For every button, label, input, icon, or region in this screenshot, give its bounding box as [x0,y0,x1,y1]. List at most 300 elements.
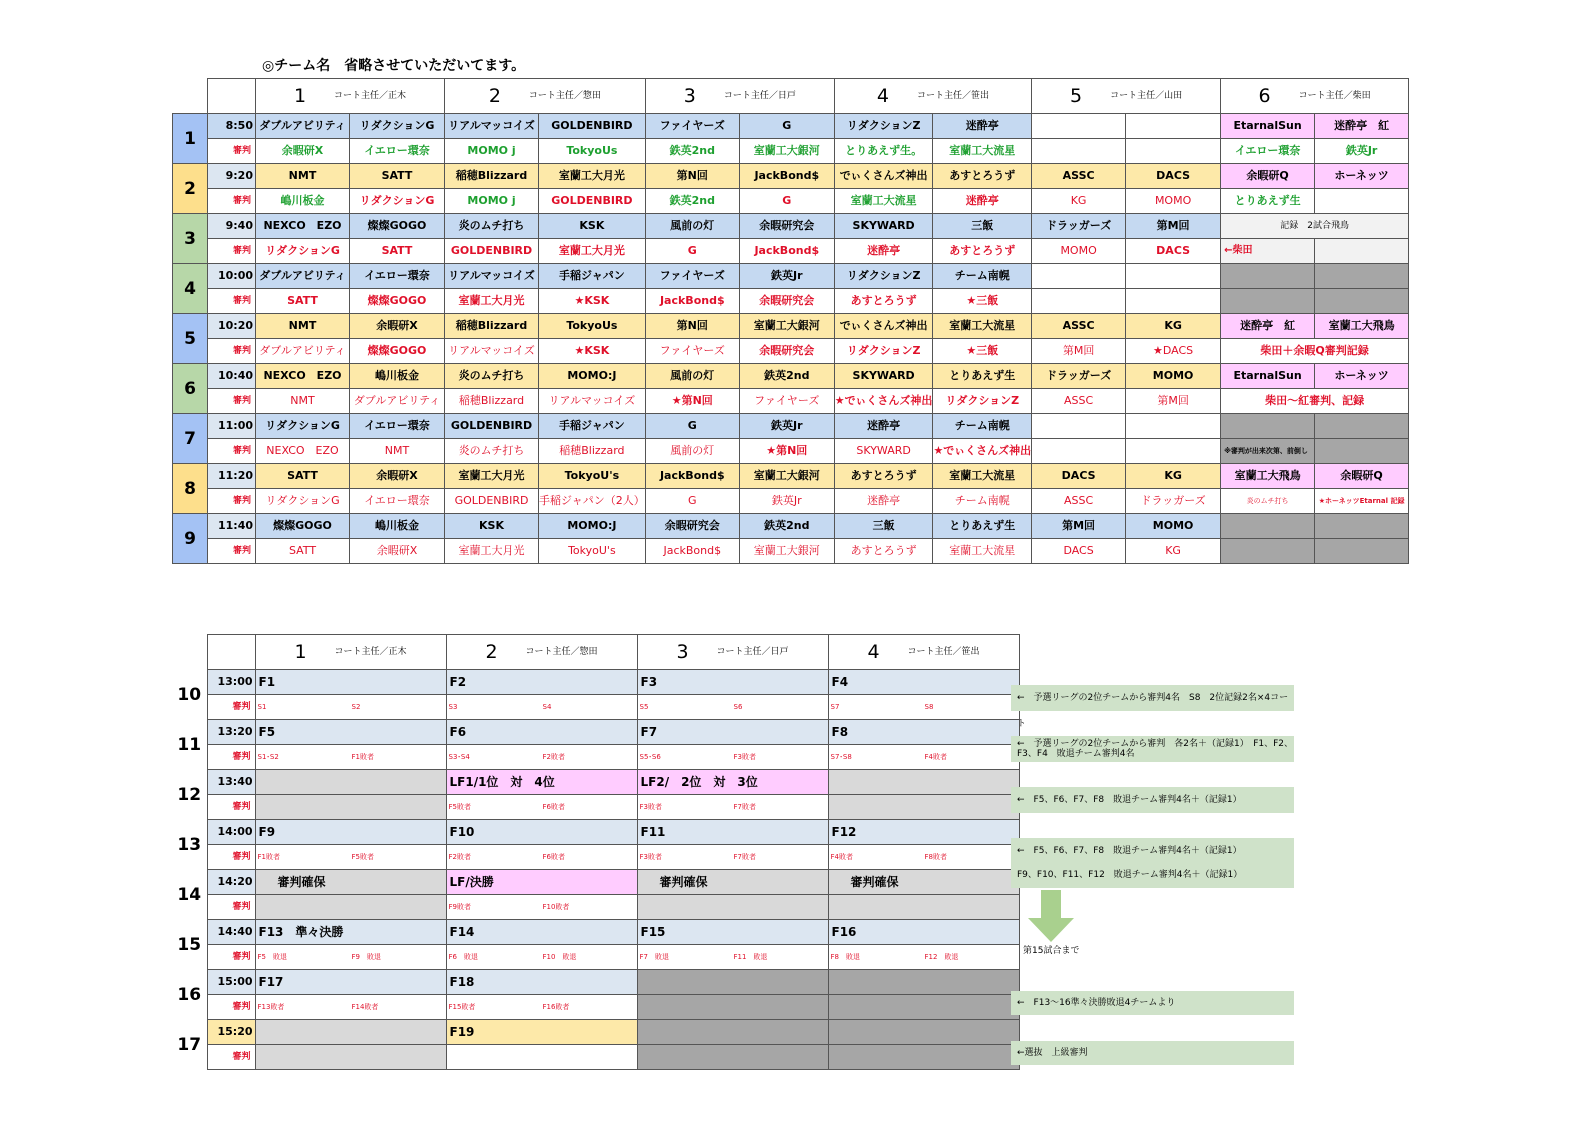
match-cell: F14 [446,920,637,945]
referee-b: F7敗者 [733,803,756,811]
match-cell: リダクションG [256,414,350,439]
referee-cell [828,945,1019,970]
match-cell: SATT [256,464,350,489]
referee-b: F2敗者 [542,753,565,761]
referee-cell: あすとろうず [834,289,933,314]
match-cell: F5 [255,720,446,745]
match-cell: F18 [446,970,637,995]
match-cell: MOMO [1126,514,1221,539]
referee-cell [255,1045,446,1070]
referee-b: F1敗者 [351,753,374,761]
referee-cell: DACS [1032,539,1126,564]
referee-cell [1315,189,1409,214]
referee-cell: JackBond$ [739,239,834,264]
referee-b: F10敗者 [542,903,570,911]
referee-cell: ★DACS [1126,339,1221,364]
match-cell: 燦燦GOGO [350,214,445,239]
match-cell: イエロー環奈 [350,264,445,289]
referee-a: S7･S8 [830,753,852,761]
match-cell [637,970,828,995]
referee-cell: あすとろうず [933,239,1032,264]
court-chief: コート主任／惣田 [525,647,598,657]
match-cell: SATT [350,164,445,189]
referee-cell [828,745,1019,770]
referee-cell: G [645,239,739,264]
match-cell: 室蘭工大流星 [933,464,1032,489]
match-cell: 余暇研究会 [645,514,739,539]
finals-schedule-table [172,634,1020,1070]
match-cell: SKYWARD [834,364,933,389]
referee-cell: 燦燦GOGO [350,289,445,314]
referee-cell: G [645,489,739,514]
referee-label: 審判 [208,339,256,364]
referee-cell [1315,289,1409,314]
match-cell: 記録 2試合飛鳥 [1221,214,1409,239]
referee-cell [1032,439,1126,464]
match-cell: ファイヤーズ [645,114,739,139]
round-number: 5 [173,314,208,364]
match-cell: EtarnalSun [1221,364,1315,389]
round-time: 15:20 [207,1020,255,1045]
referee-cell: ★でぃくさんズ神出 [834,389,933,414]
referee-cell: DACS [1126,239,1221,264]
referee-label: 審判 [207,945,255,970]
match-cell [255,770,446,795]
match-cell: リアルマッコイズ [445,264,539,289]
match-cell: NMT [256,164,350,189]
match-cell: ファイヤーズ [645,264,739,289]
referee-b: S4 [542,703,552,711]
referee-cell: ★三飯 [933,289,1032,314]
referee-cell: イエロー環奈 [350,139,445,164]
referee-cell [255,695,446,720]
note-14: F9、F10、F11、F12 敗退チーム審判4名＋（記録1） [1011,862,1294,888]
match-cell: 第N回 [645,314,739,339]
match-cell: 余暇研X [350,464,445,489]
referee-cell: リダクションZ [834,339,933,364]
referee-a: S5 [639,703,649,711]
referee-cell: ダブルアビリティ [256,339,350,364]
round-number: 2 [173,164,208,214]
referee-b: F4敗者 [924,753,947,761]
match-cell: リダクションZ [834,114,933,139]
match-cell: KG [1126,314,1221,339]
court-chief: コート主任／正木 [334,647,407,657]
referee-cell: MOMO j [445,139,539,164]
match-cell: 鉄英Jr [739,264,834,289]
time-header [207,635,255,670]
match-cell: チーム南幌 [933,414,1032,439]
round-time: 15:00 [207,970,255,995]
referee-cell: 室蘭工大月光 [445,539,539,564]
round-time: 8:50 [208,114,256,139]
referee-cell: TokyoUs [539,139,646,164]
referee-cell: とりあえず生。 [834,139,933,164]
round-number: 12 [177,784,202,805]
match-cell: TokyoUs [539,314,646,339]
referee-cell: 室蘭工大流星 [933,139,1032,164]
round-time: 13:40 [207,770,255,795]
match-cell: F3 [637,670,828,695]
referee-cell [828,895,1019,920]
referee-cell: NEXCO EZO [256,439,350,464]
referee-cell: とりあえず生 [1221,189,1315,214]
referee-cell: 迷酔亭 [933,189,1032,214]
round-time: 9:40 [208,214,256,239]
referee-cell: イエロー環奈 [350,489,445,514]
referee-cell: ★ホーネッツEtarnal 記録 [1315,489,1409,514]
match-cell: LF2/ 2位 対 3位 [637,770,828,795]
match-cell: 審判確保 [637,870,828,895]
referee-cell [1315,539,1409,564]
round-number: 1 [173,114,208,164]
referee-b: F3敗者 [733,753,756,761]
arrow-down-icon [1028,890,1074,942]
court-chief: コート主任／正木 [334,91,407,101]
match-cell: 迷酔亭 紅 [1315,114,1409,139]
referee-cell: NMT [350,439,445,464]
match-cell: F10 [446,820,637,845]
match-cell [1126,264,1221,289]
referee-label: 審判 [207,695,255,720]
match-cell: 第N回 [645,164,739,189]
referee-cell: 第M回 [1032,339,1126,364]
referee-a: S7 [830,703,840,711]
match-cell: MOMO [1126,364,1221,389]
referee-b: F12 敗退 [924,953,959,961]
referee-cell: 柴田～紅審判、記録 [1221,389,1409,414]
match-cell: F9 [255,820,446,845]
court-header-5 [1032,79,1221,114]
referee-cell: ★でぃくさんズ神出 [933,439,1032,464]
match-cell: G [739,114,834,139]
referee-b: F14敗者 [351,1003,379,1011]
match-cell: MOMO:J [539,514,646,539]
referee-b: S8 [924,703,934,711]
referee-cell: 第M回 [1126,389,1221,414]
match-cell: チーム南幌 [933,264,1032,289]
court-chief: コート主任／柴田 [1298,91,1371,101]
match-cell: 稲穂Blizzard [445,314,539,339]
match-cell: LF1/1位 対 4位 [446,770,637,795]
match-cell: DACS [1126,164,1221,189]
court-number: 4 [876,85,889,107]
referee-cell: ファイヤーズ [645,339,739,364]
referee-cell: 風前の灯 [645,439,739,464]
referee-label: 審判 [208,139,256,164]
referee-a: S5･S6 [639,753,661,761]
match-cell: リダクションG [350,114,445,139]
referee-cell: ASSC [1032,389,1126,414]
referee-label: 審判 [208,489,256,514]
referee-cell: KG [1032,189,1126,214]
referee-cell [255,795,446,820]
referee-cell: ★KSK [539,289,646,314]
round-time: 14:00 [207,820,255,845]
referee-cell: リダクションG [256,489,350,514]
referee-cell [255,995,446,1020]
referee-cell: ドラッガーズ [1126,489,1221,514]
match-cell: NEXCO EZO [256,214,350,239]
match-cell [1126,414,1221,439]
referee-cell: 室蘭工大流星 [933,539,1032,564]
referee-cell: 室蘭工大月光 [539,239,646,264]
match-cell: 迷酔亭 紅 [1221,314,1315,339]
referee-cell: ★第N回 [645,389,739,414]
match-cell [1032,114,1126,139]
referee-cell: 鉄英Jr [739,489,834,514]
round-number: 4 [173,264,208,314]
note-15: 第15試合まで [1023,946,1080,956]
referee-cell [1126,439,1221,464]
match-cell: F16 [828,920,1019,945]
referee-label: 審判 [207,795,255,820]
referee-a: F15敗者 [448,1003,476,1011]
court-number: 1 [293,85,307,107]
match-cell [1315,514,1409,539]
referee-cell: 稲穂Blizzard [539,439,646,464]
round-number: 9 [173,514,208,564]
court-number: 3 [676,641,689,663]
referee-label: 審判 [208,439,256,464]
match-cell: 第M回 [1126,214,1221,239]
match-cell: 稲穂Blizzard [445,164,539,189]
referee-cell [1126,289,1221,314]
referee-cell: JackBond$ [645,539,739,564]
match-cell: 燦燦GOGO [256,514,350,539]
page-title: ◎チーム名 省略させていただいてます。 [262,58,526,74]
referee-cell: 余暇研究会 [739,339,834,364]
referee-label: 審判 [208,539,256,564]
referee-cell: ASSC [1032,489,1126,514]
referee-cell: 燦燦GOGO [350,339,445,364]
match-cell: KSK [445,514,539,539]
referee-label: 審判 [208,189,256,214]
referee-cell: TokyoU's [539,539,646,564]
referee-cell: SATT [256,289,350,314]
referee-cell: GOLDENBIRD [445,489,539,514]
referee-a: S3 [448,703,458,711]
referee-cell: 炎のムチ打ち [1221,489,1315,514]
round-time: 10:00 [208,264,256,289]
court-header-1 [255,635,446,670]
round-time: 9:20 [208,164,256,189]
match-cell: 室蘭工大飛鳥 [1315,314,1409,339]
referee-cell: 鉄英2nd [645,189,739,214]
referee-cell: ※審判が出来次第、前倒し [1221,439,1315,464]
match-cell [1221,414,1315,439]
referee-cell: ダブルアビリティ [350,389,445,414]
match-cell: F6 [446,720,637,745]
match-cell: F17 [255,970,446,995]
referee-cell: 室蘭工大月光 [445,289,539,314]
match-cell: 鉄英2nd [739,364,834,389]
round-time: 13:00 [207,670,255,695]
round-time: 10:20 [208,314,256,339]
referee-cell [1221,289,1315,314]
match-cell: でぃくさんズ神出 [834,164,933,189]
match-cell: LF/決勝 [446,870,637,895]
referee-cell [637,895,828,920]
referee-cell: ←柴田 [1221,239,1315,264]
match-cell: ホーネッツ [1315,164,1409,189]
match-cell: 室蘭工大月光 [445,464,539,489]
match-cell: 室蘭工大飛鳥 [1221,464,1315,489]
court-chief: コート主任／笹出 [916,91,989,101]
match-cell: F11 [637,820,828,845]
match-cell: 迷酔亭 [834,414,933,439]
referee-cell [637,695,828,720]
match-cell: F8 [828,720,1019,745]
note-12: ← F5、F6、F7、F8 敗退チーム審判4名＋（記録1） [1011,787,1294,813]
referee-cell: MOMO [1032,239,1126,264]
match-cell: 炎のムチ打ち [445,364,539,389]
referee-cell [1032,139,1126,164]
match-cell: SKYWARD [834,214,933,239]
match-cell: ASSC [1032,164,1126,189]
referee-label: 審判 [208,289,256,314]
referee-cell [828,1045,1019,1070]
note-10: ← 予選リーグの2位チームから審判4名 S8 2位記録2名×4コート [1011,685,1294,711]
match-cell: 室蘭工大流星 [933,314,1032,339]
referee-cell: 迷酔亭 [834,239,933,264]
referee-cell: 迷酔亭 [834,489,933,514]
referee-cell: MOMO j [445,189,539,214]
referee-cell [446,695,637,720]
referee-cell [1315,239,1409,264]
referee-cell: イエロー環奈 [1221,139,1315,164]
referee-b: F11 敗退 [733,953,768,961]
referee-label: 審判 [208,389,256,414]
referee-cell [1126,139,1221,164]
court-number: 6 [1258,85,1271,107]
match-cell: NEXCO EZO [256,364,350,389]
match-cell: ダブルアビリティ [256,114,350,139]
referee-cell: NMT [256,389,350,414]
referee-a: S1･S2 [257,753,279,761]
referee-label: 審判 [207,895,255,920]
referee-cell: SATT [256,539,350,564]
referee-cell: ★三飯 [933,339,1032,364]
referee-cell: JackBond$ [645,289,739,314]
match-cell: 審判確保 [255,870,446,895]
match-cell: F4 [828,670,1019,695]
time-header [208,79,256,114]
referee-b: F16敗者 [542,1003,570,1011]
round-number: 14 [177,884,202,905]
match-cell [1032,414,1126,439]
match-cell [1126,114,1221,139]
match-cell [1221,264,1315,289]
referee-cell [1315,439,1409,464]
match-cell [255,1020,446,1045]
round-number: 17 [177,1034,202,1055]
round-number: 15 [177,934,202,955]
match-cell: 審判確保 [828,870,1019,895]
referee-b: F5敗者 [351,853,374,861]
referee-cell [1221,539,1315,564]
corner-blank [173,79,208,114]
referee-cell: 室蘭工大流星 [834,189,933,214]
referee-label: 審判 [207,745,255,770]
referee-cell: 柴田＋余暇Q審判記録 [1221,339,1409,364]
match-cell: 第M回 [1032,514,1126,539]
match-cell: KG [1126,464,1221,489]
round-number: 7 [173,414,208,464]
referee-cell [637,945,828,970]
match-cell: でぃくさんズ神出 [834,314,933,339]
court-number: 2 [485,641,498,663]
court-header-1 [256,79,445,114]
referee-a: F6 敗退 [448,953,478,961]
match-cell: EtarnalSun [1221,114,1315,139]
match-cell: 嶋川板金 [350,514,445,539]
referee-cell: リダクションG [256,239,350,264]
referee-a: F1敗者 [257,853,280,861]
match-cell: あすとろうず [834,464,933,489]
referee-cell [637,995,828,1020]
referee-cell: GOLDENBIRD [539,189,646,214]
referee-cell [255,895,446,920]
referee-cell: 鉄英Jr [1315,139,1409,164]
referee-cell: リダクションG [350,189,445,214]
referee-cell: リダクションZ [933,389,1032,414]
referee-b: S2 [351,703,361,711]
round-time: 11:20 [208,464,256,489]
referee-b: F6敗者 [542,853,565,861]
court-header-2 [445,79,646,114]
match-cell: リアルマッコイズ [445,114,539,139]
match-cell: F13 準々決勝 [255,920,446,945]
match-cell: GOLDENBIRD [539,114,646,139]
referee-cell: 稲穂Blizzard [445,389,539,414]
referee-cell [828,795,1019,820]
referee-cell: MOMO [1126,189,1221,214]
match-cell [1315,414,1409,439]
referee-cell [637,845,828,870]
match-cell: 室蘭工大銀河 [739,464,834,489]
round-number: 8 [173,464,208,514]
referee-cell [446,745,637,770]
referee-b: F10 敗退 [542,953,577,961]
court-number: 3 [683,85,696,107]
round-time: 10:40 [208,364,256,389]
court-header-6 [1221,79,1409,114]
note-11: ← 予選リーグの2位チームから審判 各2名＋（記録1） F1、F2、F3、F4 敗退チーム審判4名 [1011,736,1294,762]
match-cell: ホーネッツ [1315,364,1409,389]
referee-cell [446,945,637,970]
referee-cell [1032,289,1126,314]
referee-label: 審判 [207,845,255,870]
referee-b: F9 敗退 [351,953,381,961]
match-cell [1032,264,1126,289]
court-chief: コート主任／惣田 [528,91,601,101]
match-cell: 三飯 [933,214,1032,239]
match-cell: 鉄英2nd [739,514,834,539]
match-cell [828,770,1019,795]
match-cell: G [645,414,739,439]
match-cell: F19 [446,1020,637,1045]
referee-cell [828,995,1019,1020]
note-17: ←選抜 上級審判 [1011,1041,1294,1065]
match-cell: 余暇研Q [1315,464,1409,489]
referee-cell [446,895,637,920]
court-number: 5 [1070,85,1083,107]
match-cell: 室蘭工大月光 [539,164,646,189]
referee-a: F7 敗退 [639,953,669,961]
referee-cell [446,995,637,1020]
match-cell: 嶋川板金 [350,364,445,389]
